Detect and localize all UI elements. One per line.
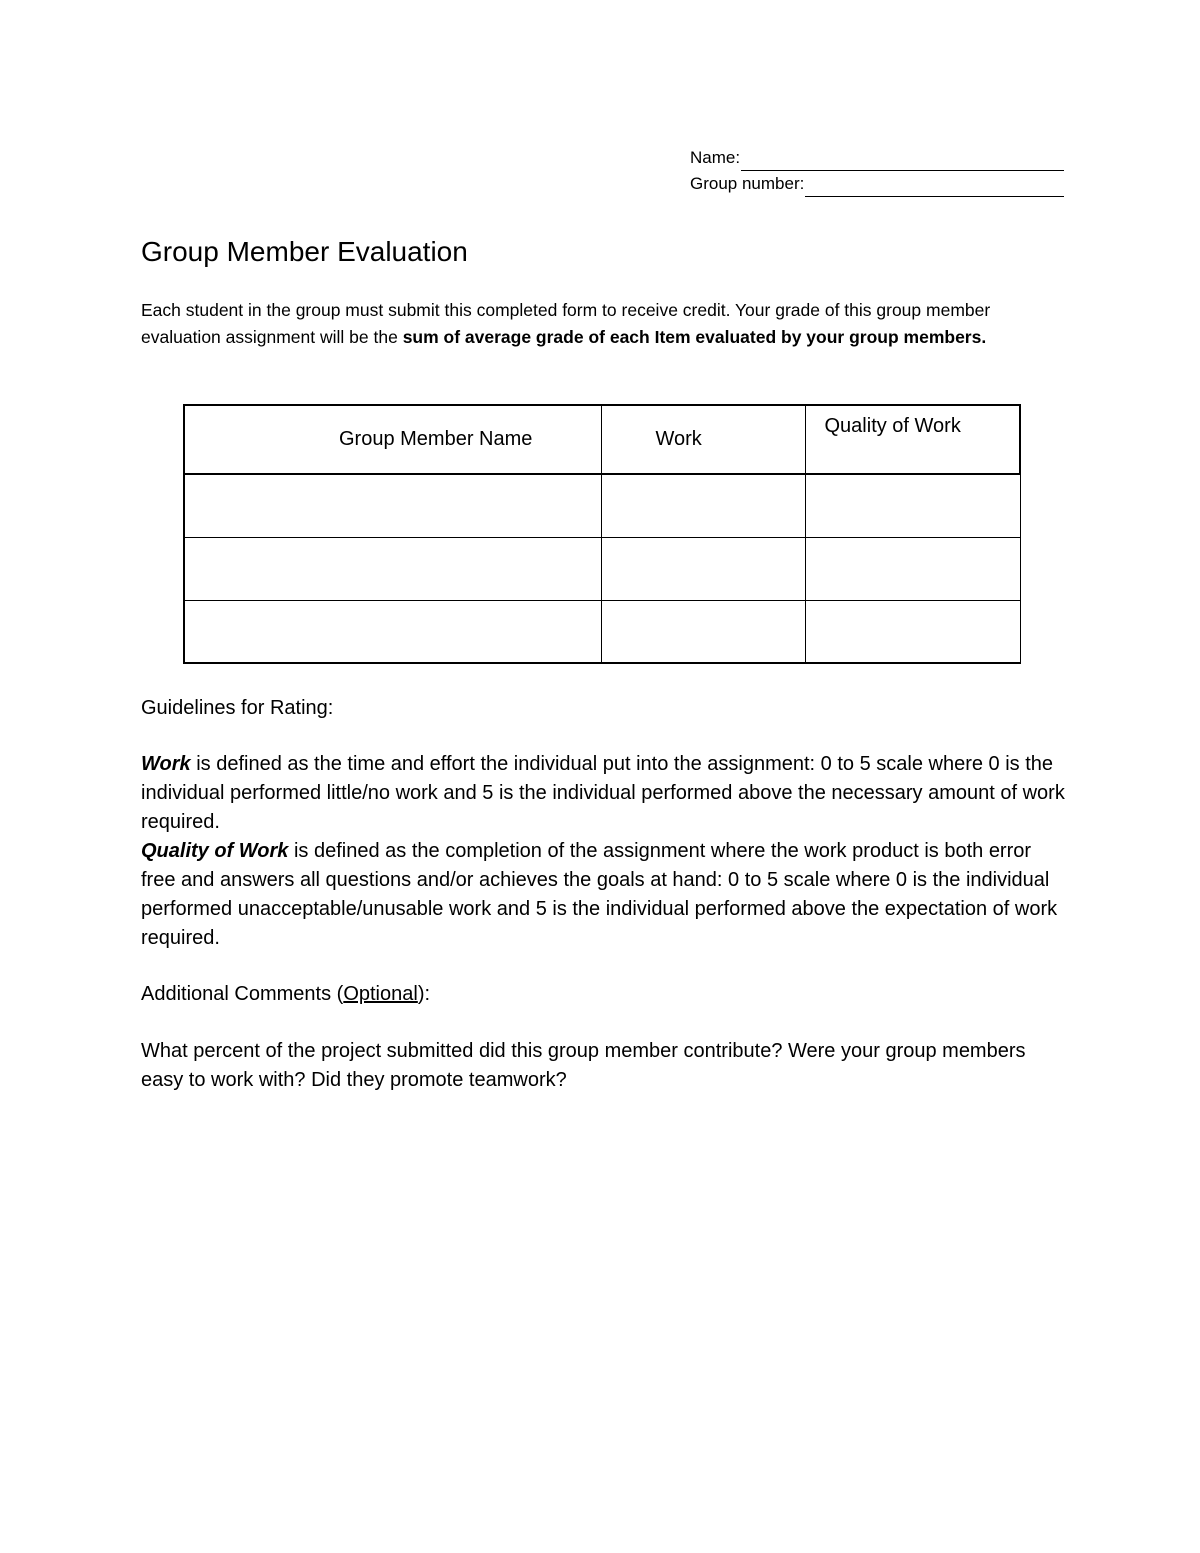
name-field[interactable] bbox=[741, 151, 1064, 171]
optional-label: Optional bbox=[343, 983, 418, 1005]
comments-heading-start: Additional Comments ( bbox=[141, 983, 344, 1005]
intro-text: Each student in the group must submit this completed form to receive credit. Your grade of this group member evaluation assignment will be the bbox=[141, 300, 991, 347]
comments-heading-end: ): bbox=[417, 983, 431, 1005]
guidelines-heading: Guidelines for Rating: bbox=[141, 697, 334, 719]
comments-heading bbox=[141, 980, 1071, 1009]
page-title: Group Member Evaluation bbox=[141, 236, 468, 267]
member-name-cell[interactable] bbox=[184, 600, 601, 663]
work-score-cell[interactable] bbox=[601, 474, 805, 537]
work-term: Work bbox=[141, 753, 191, 775]
quality-definition-text: is defined as the completion of the assignment where the work product is both error free and answers all questions and/or achieves the goals at hand: 0 to 5 scale where 0 is the individual performed unacceptable/unusable work and 5 is the individual performed above the expectation of work required. bbox=[141, 840, 1058, 949]
quality-score-cell[interactable] bbox=[805, 537, 1020, 600]
header-group-member-name: Group Member Name bbox=[184, 405, 601, 474]
header-fields bbox=[690, 145, 1064, 197]
work-score-cell[interactable] bbox=[601, 537, 805, 600]
group-number-label: Group number: bbox=[690, 174, 805, 193]
work-definition-text: is defined as the time and effort the individual put into the assignment: 0 to 5 scale where 0 is the individual performed little/no work and 5 is the individual performed above the necessary amount of work required. bbox=[141, 753, 1065, 833]
group-number-field-row bbox=[690, 171, 1064, 197]
header-quality-of-work: Quality of Work bbox=[805, 405, 1020, 474]
quality-score-cell[interactable] bbox=[805, 600, 1020, 663]
table-row bbox=[184, 600, 1020, 663]
name-field-row bbox=[690, 145, 1064, 171]
quality-term: Quality of Work bbox=[141, 840, 289, 862]
intro-paragraph bbox=[141, 297, 1071, 350]
member-name-cell[interactable] bbox=[184, 474, 601, 537]
work-score-cell[interactable] bbox=[601, 600, 805, 663]
evaluation-table bbox=[183, 404, 1021, 664]
work-definition bbox=[141, 750, 1071, 837]
name-label: Name: bbox=[690, 148, 741, 167]
header-work: Work bbox=[601, 405, 805, 474]
member-name-cell[interactable] bbox=[184, 537, 601, 600]
table-row bbox=[184, 474, 1020, 537]
table-row bbox=[184, 537, 1020, 600]
comments-question: What percent of the project submitted did this group member contribute? Were your group members easy to work with? Did they promote teamwork? bbox=[141, 1040, 1026, 1091]
quality-definition bbox=[141, 837, 1071, 953]
quality-score-cell[interactable] bbox=[805, 474, 1020, 537]
intro-bold-text: sum of average grade of each Item evaluated by your group members. bbox=[402, 326, 987, 347]
group-number-field[interactable] bbox=[805, 177, 1064, 197]
table-header-row bbox=[184, 405, 1020, 474]
